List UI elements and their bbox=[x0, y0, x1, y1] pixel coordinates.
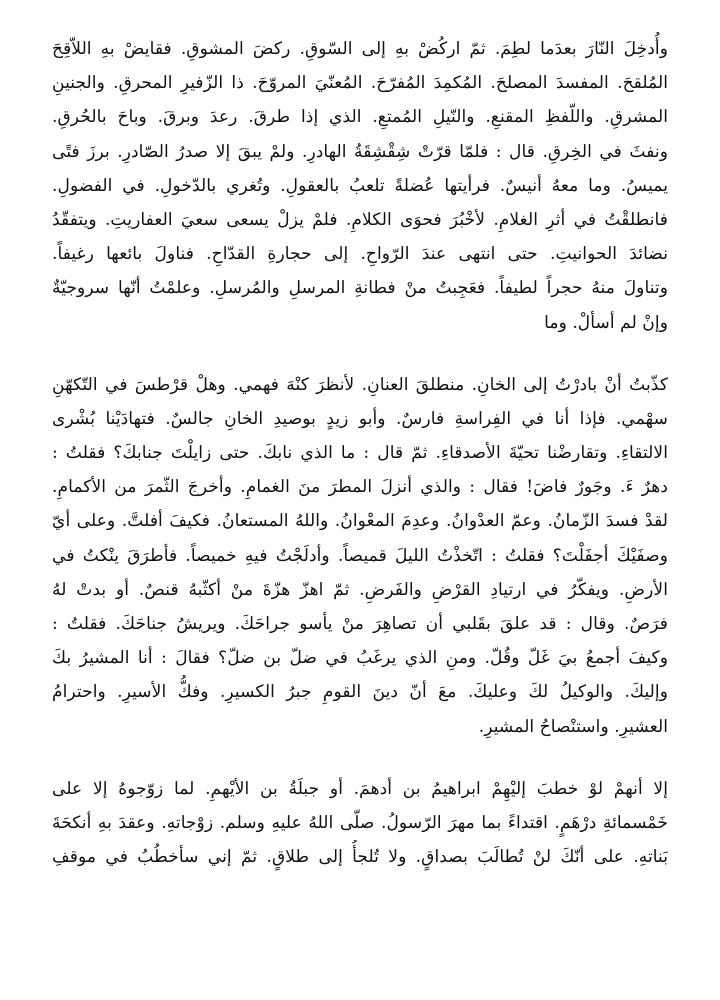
text-line: خَمْسمائةِ درْهَمٍ. اقتداءً بما مهرَ الرّسولُ. صلّى اللهُ عليهِ وسلم. زوْجاتهِ. وعقدَ بهِ أنكحَةَ bbox=[52, 812, 668, 833]
text-line: كذّبتُ أنْ بادرْتُ إلى الخانِ. منطلقَ العنانِ. لأنظرَ كنْهَ فهمي. وهلْ قرْطسَ في التّكهّنِ bbox=[52, 374, 668, 395]
text-line: ونفثَ في الخِرقِ. قال : فلمّا قرّتْ شِقْشِقَةُ الهادرِ. ولمْ يبقَ إلا صدرُ الصّادرِ. برزَ فتًى bbox=[52, 141, 668, 162]
text-line: وأُدخِلَ النّارَ بعدَما لطِمَ. ثمّ اركُضْ بهِ إلى السّوقِ. ركضَ المشوقِ. فقايضْ بهِ اللاّقِحَ bbox=[52, 39, 668, 59]
text-line: وإنْ لم أسألْ. وما bbox=[544, 312, 668, 333]
text-line: لقدْ فسدَ الزّمانُ. وعمّ العدْوانُ. وعدِمَ المعْوانُ. واللهُ المستعانُ. فكيفَ أفلتَّ. وعلى أيّ bbox=[52, 511, 668, 532]
text-line: نضائدَ الحوانيتِ. حتى انتهى عندَ الرّواحِ. إلى حجارةِ القدّاحِ. فناولَ بائعها رغيفاً. bbox=[52, 244, 668, 265]
text-line: وصفَيْكَ أجفَلْتَ؟ فقلتُ : اتّخذْتُ الليلَ قميصاً. وأدلَجْتُ فيهِ خميصاً. فأطرَقَ ينْكتُ في bbox=[52, 545, 668, 566]
text-line: الالتقاءِ. وتقارضْنا تحيّةَ الأصدقاءِ. ثمّ قال : ما الذي نابكَ. حتى زايلْتَ جنابكَ؟ فقلتُ : bbox=[52, 443, 668, 464]
text-line: الأرضِ. ويفكّرُ في ارتيادِ القرْضِ والفَرضِ. ثمّ اهزّ هزّةَ منْ أكثّبهُ قنصٌ. أو بدتْ لهُ bbox=[52, 579, 668, 600]
paragraph-gap bbox=[52, 340, 668, 368]
paragraph-2 bbox=[52, 368, 668, 744]
text-line: المشرقِ. واللّفظِ المقنعِ. والنّيلِ المُمتعِ. الذي إذا طرقَ. رعدَ وبرقَ. وباحَ بالحُرقِ. bbox=[52, 107, 668, 128]
text-line: المُلقحَ. المفسدَ المصلحَ. المُكمِدَ المُفرّحَ. المُعنّيَ المروّحَ. ذا الزّفيرِ المحرقِ. والجنينِ bbox=[52, 73, 668, 94]
text-line: فرَصٌ. وقال : قد علقَ بقَلبي أن تصاهِرَ منْ يأسو جراحَكَ. ويريشُ جناحَكَ. فقلتُ : bbox=[52, 614, 668, 634]
paragraph-3 bbox=[52, 772, 668, 875]
text-line: وكيفَ أجمعُ بيَ غَلّ وقُلّ. ومنِ الذي يرغَبُ في ضلّ بن ضلّ؟ فقالَ : أنا المشيرُ بكَ bbox=[52, 648, 668, 669]
paragraph-1 bbox=[52, 32, 668, 340]
text-line: فانطلقْتُ في أثرِ الغلامِ. لأخْبُرَ فحوَى الكلامِ. فلمْ يزلْ يسعى سعيَ العفاريتِ. ويتفقّدُ bbox=[52, 209, 668, 230]
paragraph-gap bbox=[52, 744, 668, 772]
text-line: دهرٌ ءَ. وجَورٌ فاضَ! فقال : والذي أنزلَ المطرَ منَ الغمامِ. وأخرجَ الثّمرَ من الأكمامِ. bbox=[52, 477, 668, 498]
text-line: سهْمي. فإذا أنا في الفِراسةِ فارسٌ. وأبو زيدٍ بوصيدِ الخانِ جالسٌ. فتهادَيْنا بُشْرى bbox=[52, 408, 668, 429]
text-line: وإليكَ. والوكيلُ لكَ وعليكَ. معَ أنّ دينَ القومِ جبرُ الكسيرِ. وفكُّ الأسيرِ. واحترامُ bbox=[52, 682, 668, 703]
text-line: بَناتهِ. على أنّكَ لنْ تُطالَبَ بصداقٍ. ولا تُلجأُ إلى طلاقٍ. ثمّ إني سأخطُبُ في موقفِ bbox=[52, 847, 668, 868]
text-line: وتناولَ منهُ حجراً لطيفاً. فعَجِبتُ منْ فطانةِ المرسلِ والمُرسلِ. وعلمْتُ أنّها سروجيّةٌ bbox=[52, 278, 668, 299]
text-line: يميسُ. وما معهُ أنيسٌ. فرأيتها عُضلةً تلعبُ بالعقولِ. وتُغري بالدّخولِ. في الفضولِ. bbox=[52, 175, 668, 196]
text-line: العشيرِ. واستنْصاحُ المشيرِ. bbox=[478, 716, 668, 737]
text-line: إلا أنهمْ لوْ خطبَ إليْهِمْ ابراهيمُ بن أدهمَ. أو جبلَةُ بن الأيْهمِ. لما زوّجوهُ إلا على bbox=[52, 778, 668, 799]
